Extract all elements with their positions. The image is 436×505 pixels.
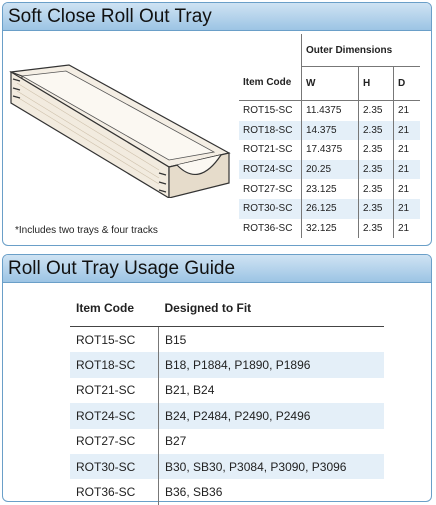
table-row: ROT24-SC B24, P2484, P2490, P2496 [70, 403, 384, 428]
table-row: ROT30-SC B30, SB30, P3084, P3090, P3096 [70, 454, 384, 479]
outer-dimensions-header: Outer Dimensions [302, 34, 421, 67]
table-row: ROT30-SC 26.125 2.35 21 [239, 199, 420, 219]
table-row: ROT15-SC 11.4375 2.35 21 [239, 101, 420, 121]
table-row: ROT15-SC B15 [70, 327, 384, 353]
h-header: H [359, 67, 394, 101]
table-row: ROT36-SC B36, SB36 [70, 479, 384, 504]
table-row: ROT27-SC B27 [70, 429, 384, 454]
table-row: ROT21-SC B21, B24 [70, 378, 384, 403]
designed-to-fit-column-header: Designed to Fit [159, 290, 385, 327]
table-row: ROT36-SC 32.125 2.35 21 [239, 219, 420, 239]
dimensions-table [239, 34, 420, 238]
usage-guide-title: Roll Out Tray Usage Guide [3, 255, 431, 283]
item-code-column-header: Item Code [70, 290, 159, 327]
table-row: ROT24-SC 20.25 2.35 21 [239, 160, 420, 180]
includes-footnote: *Includes two trays & four tracks [15, 225, 158, 236]
table-row: ROT21-SC 17.4375 2.35 21 [239, 140, 420, 160]
w-header: W [302, 67, 359, 101]
usage-table [70, 290, 384, 505]
table-row: ROT27-SC 23.125 2.35 21 [239, 179, 420, 199]
product-title: Soft Close Roll Out Tray [3, 3, 431, 31]
item-code-header: Item Code [239, 67, 302, 101]
product-spec-panel [2, 2, 432, 246]
roll-out-tray-illustration [9, 63, 234, 198]
d-header: D [394, 67, 421, 101]
table-row: ROT18-SC B18, P1884, P1890, P1896 [70, 352, 384, 377]
table-row: ROT18-SC 14.375 2.35 21 [239, 121, 420, 141]
